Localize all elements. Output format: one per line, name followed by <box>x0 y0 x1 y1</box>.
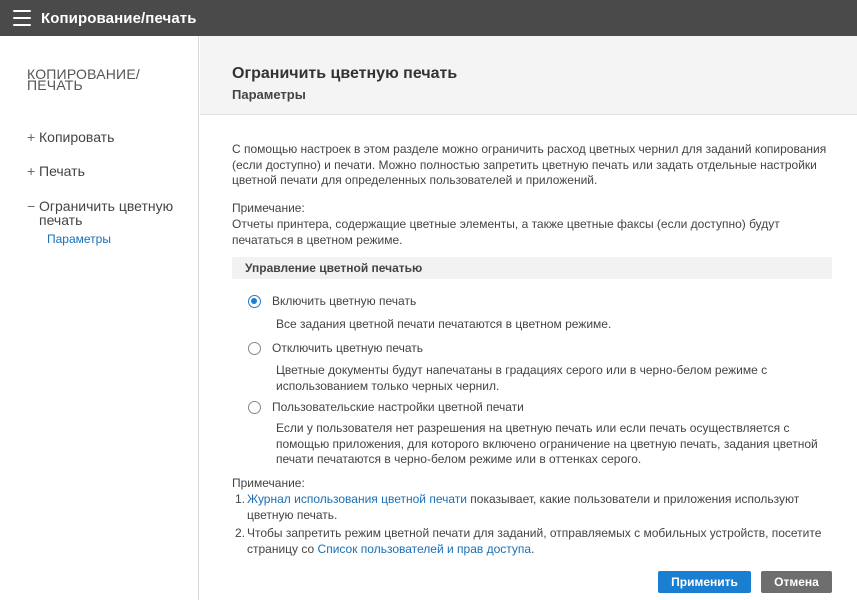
option-label: Отключить цветную печать <box>272 341 424 355</box>
collapse-icon: − <box>27 198 36 214</box>
color-usage-log-link[interactable]: Журнал использования цветной печати <box>247 492 467 506</box>
option-description: Цветные документы будут напечатаны в градациях серого или в черно-белом режиме с использованием только черных чернил. <box>276 363 768 393</box>
expand-icon: + <box>27 163 36 179</box>
note-list <box>235 492 835 560</box>
note-label: Примечание: <box>232 201 305 215</box>
note-text: Отчеты принтера, содержащие цветные элементы, а также цветные факсы (если доступно) будут печататься в цветном режиме. <box>232 217 780 247</box>
sidebar-heading: КОПИРОВАНИЕ/ПЕЧАТЬ <box>27 66 140 93</box>
option-label: Включить цветную печать <box>272 294 417 308</box>
top-bar <box>0 0 857 36</box>
sidebar-subitem-parameters[interactable]: Параметры <box>47 232 111 246</box>
radio-button[interactable] <box>248 401 261 414</box>
section-header: Управление цветной печатью <box>232 257 832 279</box>
option-label: Пользовательские настройки цветной печати <box>272 400 524 414</box>
option-description: Все задания цветной печати печатаются в цветном режиме. <box>276 317 612 331</box>
radio-button[interactable] <box>248 342 261 355</box>
app-title: Копирование/печать <box>41 9 197 27</box>
sidebar-item-label: Ограничить цветную печать <box>39 198 174 228</box>
sidebar-item-restrict-color[interactable] <box>27 199 192 227</box>
option-custom-color[interactable] <box>248 400 524 414</box>
option-description: Если у пользователя нет разрешения на цветную печать или если печать осуществляется с помощью приложения, для которого включено ограничение на цветную печать, задания цветной печати печатаются в черно-белом режиме или в оттенках серого. <box>276 421 818 466</box>
main-content <box>200 36 857 600</box>
sidebar-item-print[interactable] <box>27 164 85 178</box>
page-title: Ограничить цветную печать <box>232 65 458 82</box>
list-item: 2. Чтобы запретить режим цветной печати для заданий, отправляемых с мобильных устройств, посетите страницу со Список пользователей и прав доступа. <box>235 526 822 556</box>
option-enable-color[interactable] <box>248 294 416 308</box>
intro-text: С помощью настроек в этом разделе можно ограничить расход цветных чернил для заданий копирования (если доступно) и печати. Можно полностью запретить цветную печать или задать отдельные настройки цветной печати для определенных пользователей и приложений. <box>232 142 827 187</box>
radio-button-checked[interactable] <box>248 295 261 308</box>
page-header <box>200 36 857 115</box>
sidebar-item-copy[interactable] <box>27 130 114 144</box>
apply-button[interactable]: Применить <box>658 571 751 593</box>
note-label: Примечание: <box>232 476 305 490</box>
sidebar <box>0 36 199 600</box>
option-disable-color[interactable] <box>248 341 423 355</box>
page-subtitle: Параметры <box>232 87 306 102</box>
sidebar-item-label: Копировать <box>39 129 115 145</box>
list-item: 1. Журнал использования цветной печати показывает, какие пользователи и приложения используют цветную печать. <box>235 492 800 522</box>
menu-icon[interactable] <box>13 10 31 26</box>
cancel-button[interactable]: Отмена <box>761 571 832 593</box>
expand-icon: + <box>27 129 36 145</box>
sidebar-item-label: Печать <box>39 163 85 179</box>
user-access-list-link[interactable]: Список пользователей и прав доступа <box>317 541 532 556</box>
